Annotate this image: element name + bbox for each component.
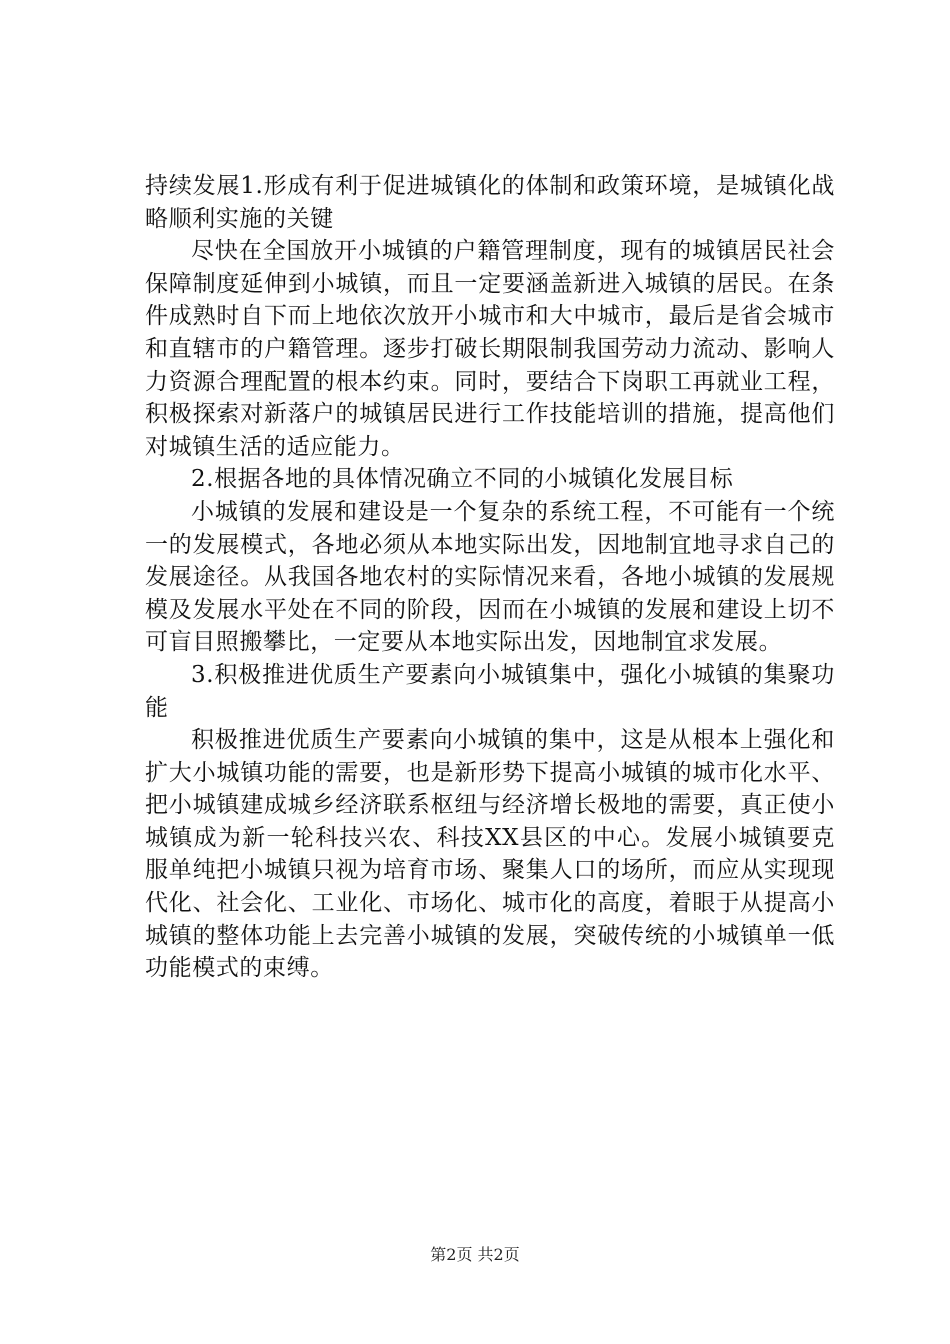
paragraph-3: 小城镇的发展和建设是一个复杂的系统工程，不可能有一个统一的发展模式，各地必须从本地实际出发，因地制宜地寻求自己的发展途径。从我国各地农村的实际情况来看，各地小城镇的发展规模及发展水平处在不同的阶段，因而在小城镇的发展和建设上切不可盲目照搬攀比，一定要从本地实际出发，因地制宜求发展。 [145, 498, 835, 656]
document-body [145, 170, 835, 985]
section-heading-2: 2.根据各地的具体情况确立不同的小城镇化发展目标 [191, 466, 734, 493]
paragraph-2: 尽快在全国放开小城镇的户籍管理制度，现有的城镇居民社会保障制度延伸到小城镇，而且一定要涵盖新进入城镇的居民。在条件成熟时自下而上地依次放开小城市和大中城市，最后是省会城市和直辖市的户籍管理。逐步打破长期限制我国劳动力流动、影响人力资源合理配置的根本约束。同时，要结合下岗职工再就业工程，积极探索对新落户的城镇居民进行工作技能培训的措施，提高他们对城镇生活的适应能力。 [145, 238, 835, 460]
section-heading-3: 3.积极推进优质生产要素向小城镇集中，强化小城镇的集聚功能 [145, 661, 835, 721]
paragraph-1: 持续发展1.形成有利于促进城镇化的体制和政策环境，是城镇化战略顺利实施的关键 [145, 173, 835, 232]
paragraph-4: 积极推进优质生产要素向小城镇的集中，这是从根本上强化和扩大小城镇功能的需要，也是新形势下提高小城镇的城市化水平、把小城镇建成城乡经济联系枢纽与经济增长极地的需要，真正使小城镇成为新一轮科技兴农、科技XX县区的中心。发展小城镇要克服单纯把小城镇只视为培育市场、聚集人口的场所，而应从实现现代化、社会化、工业化、市场化、城市化的高度，着眼于从提高小城镇的整体功能上去完善小城镇的发展，突破传统的小城镇单一低功能模式的束缚。 [145, 727, 835, 982]
page-number-footer: 第2页 共2页 [430, 1245, 520, 1264]
